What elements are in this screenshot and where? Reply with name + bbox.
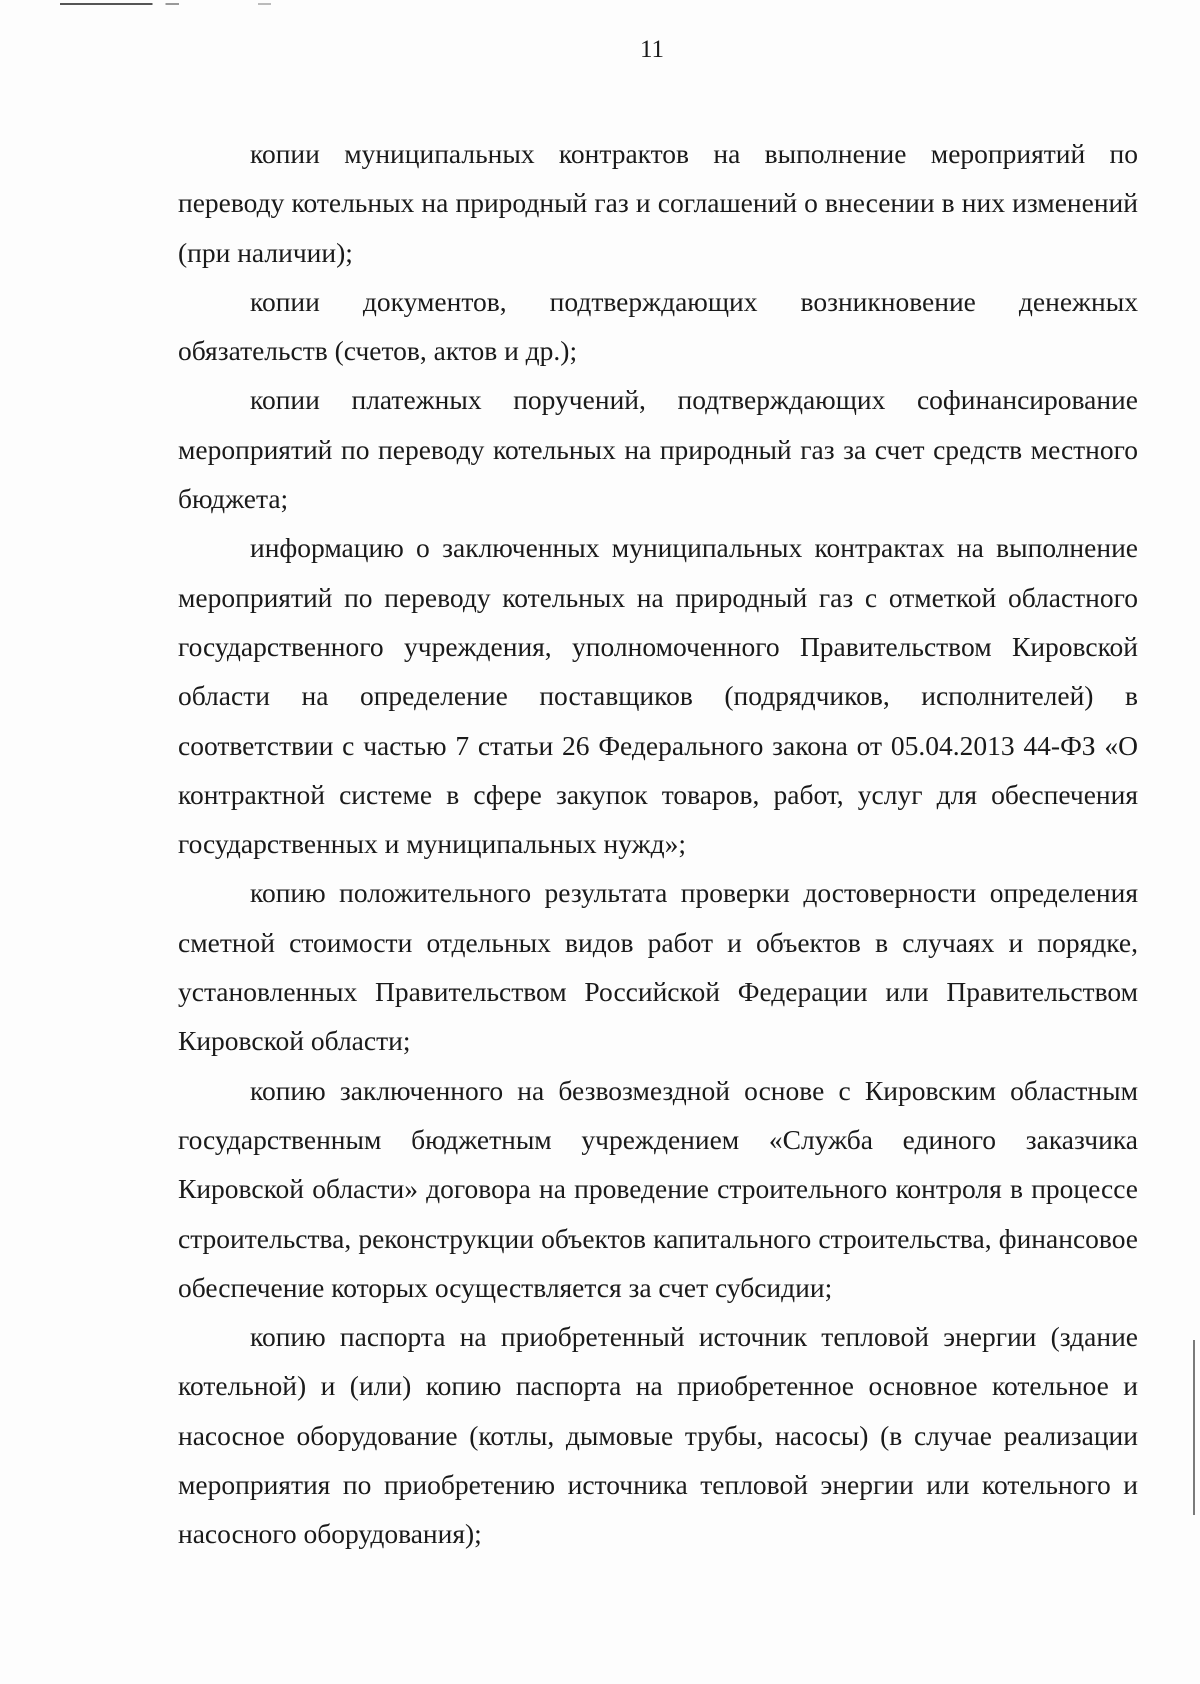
paragraph-contracts-information: информацию о заключенных муниципальных контрактах на выполнение мероприятий по переводу котельных на природный газ с отметкой областного государственного учреждения, уполномоченного Правительством Кировской области на определение поставщиков (подрядчиков, исполнителей) в соответствии с частью 7 статьи 26 Федерального закона от 05.04.2013 44-ФЗ «О контрактной системе в сфере закупок товаров, работ, услуг для обеспечения государственных и муниципальных нужд»; — [178, 532, 1138, 860]
page-number: 11 — [639, 36, 665, 63]
paragraph-obligation-documents: копии документов, подтверждающих возникновение денежных обязательств (счетов, актов и др.); — [178, 285, 1138, 367]
paragraph-equipment-passport: копию паспорта на приобретенный источник тепловой энергии (здание котельной) и (или) копию паспорта на приобретенное основное котельное и насосное оборудование (котлы, дымовые трубы, насосы) (в случае реализации мероприятия по приобретению источника тепловой энергии или котельного и насосного оборудования); — [178, 1321, 1138, 1550]
paragraph-payment-orders: копии платежных поручений, подтверждающих софинансирование мероприятий по переводу котельных на природный газ за счет средств местного бюджета; — [178, 384, 1138, 515]
document-body — [178, 129, 1138, 1559]
paragraph-construction-control: копию заключенного на безвозмездной основе с Кировским областным государственным бюджетным учреждением «Служба единого заказчика Кировской области» договора на проведение строительного контроля в процессе строительства, реконструкции объектов капитального строительства, финансовое обеспечение которых осуществляется за счет субсидии; — [178, 1074, 1138, 1303]
paragraph-municipal-contracts: копии муниципальных контрактов на выполнение мероприятий по переводу котельных на природный газ и соглашений о внесении в них изменений (при наличии); — [178, 138, 1138, 268]
scan-edge-artifact-right — [1193, 1340, 1195, 1515]
scan-edge-artifact-top — [60, 3, 390, 5]
paragraph-estimate-verification: копию положительного результата проверки достоверности определения сметной стоимости отдельных видов работ и объектов в случаях и порядке, установленных Правительством Российской Федерации или Правительством Кировской области; — [178, 877, 1138, 1057]
